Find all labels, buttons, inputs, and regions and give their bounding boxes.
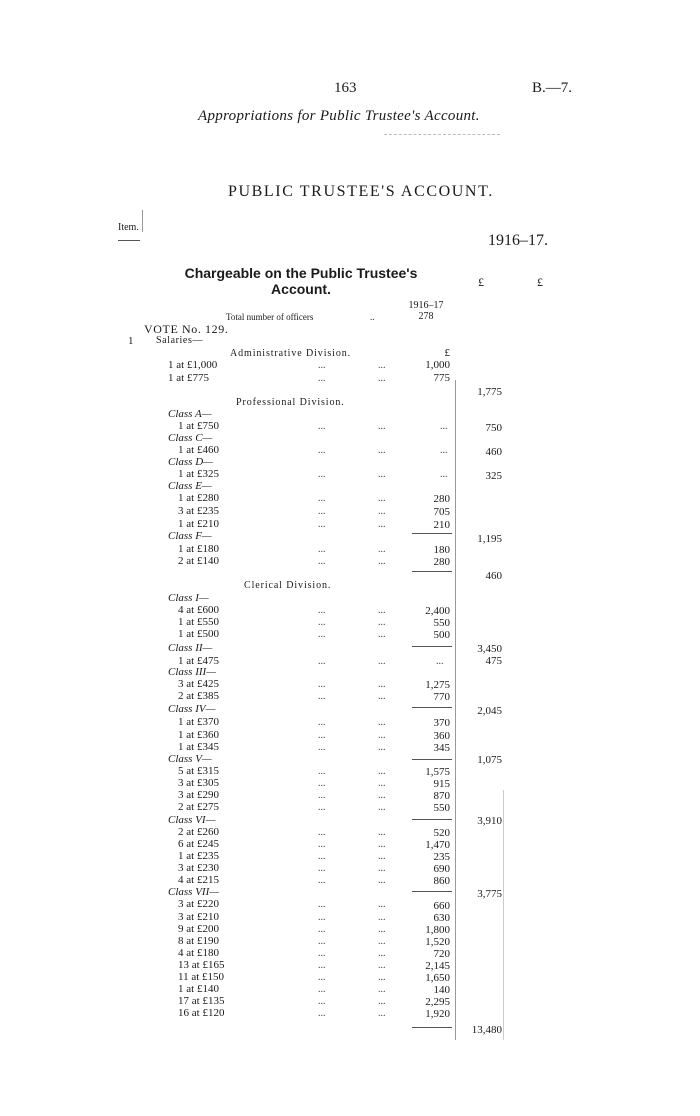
leader-dots: ... <box>378 469 386 480</box>
leader-dots: ... <box>378 445 386 456</box>
division-heading: Professional Division. <box>236 397 345 408</box>
leader-dots: ... <box>318 851 326 862</box>
leader-dots: ... <box>378 556 386 567</box>
leader-dots: ... <box>318 790 326 801</box>
leader-dots: ... <box>378 960 386 971</box>
line-amount: 720 <box>433 948 450 960</box>
leader-dots: ... <box>378 656 386 667</box>
class-heading: Class D— <box>168 456 213 468</box>
leader-dots: ... <box>318 984 326 995</box>
line-label: 11 at £150 <box>178 971 225 983</box>
class-total: 3,450 <box>477 643 502 655</box>
column-rule <box>503 790 504 1040</box>
class-heading: Class II— <box>168 642 213 654</box>
sum-rule <box>412 533 452 534</box>
leader-dots: ... <box>378 544 386 555</box>
class-total: 1,075 <box>477 754 502 766</box>
sum-rule <box>412 819 452 820</box>
line-label: 1 at £210 <box>178 518 219 530</box>
line-label: 9 at £200 <box>178 923 219 935</box>
line-amount: 630 <box>433 912 450 924</box>
line-amount: 550 <box>433 617 450 629</box>
line-amount: 550 <box>433 802 450 814</box>
currency-symbol: £ <box>537 275 543 289</box>
line-amount: 280 <box>433 556 450 568</box>
divider <box>384 134 500 135</box>
line-label: 1 at £360 <box>178 729 219 741</box>
line-amount: 860 <box>433 875 450 887</box>
class-total: 460 <box>485 570 502 582</box>
line-label: 4 at £215 <box>178 874 219 886</box>
leader-dots: ... <box>378 617 386 628</box>
currency-symbol: £ <box>444 347 450 359</box>
leader-dots: ... <box>318 899 326 910</box>
column-rule <box>455 380 456 1040</box>
leader-dots: ... <box>378 730 386 741</box>
leader-dots: ... <box>318 912 326 923</box>
line-label: 4 at £180 <box>178 947 219 959</box>
class-heading: Class E— <box>168 480 212 492</box>
item-number: 1 <box>128 335 134 347</box>
line-amount: 705 <box>433 506 450 518</box>
leader-dots: ... <box>378 924 386 935</box>
line-amount: 690 <box>433 863 450 875</box>
leader-dots: ... <box>378 851 386 862</box>
division-heading: Clerical Division. <box>244 580 332 591</box>
leader-dots: ... <box>378 519 386 530</box>
line-amount: 1,800 <box>425 924 450 936</box>
line-label: 3 at £210 <box>178 911 219 923</box>
line-amount: 1,650 <box>425 972 450 984</box>
leader-dots: ... <box>378 717 386 728</box>
leader-dots: ... <box>378 996 386 1007</box>
leader-dots: ... <box>318 493 326 504</box>
leader-dots: ... <box>318 519 326 530</box>
line-label: 17 at £135 <box>178 995 225 1007</box>
line-label: 1 at £280 <box>178 492 219 504</box>
line-amount: 1,575 <box>425 766 450 778</box>
vote-number: VOTE No. 129. <box>144 322 229 336</box>
leader-dots: ... <box>318 421 326 432</box>
currency-symbol: £ <box>478 275 484 289</box>
leader-dots: ... <box>318 506 326 517</box>
leader-dots: ... <box>318 766 326 777</box>
leader-dots: ... <box>318 629 326 640</box>
leader-dots: ... <box>318 839 326 850</box>
leader-dots: ... <box>318 948 326 959</box>
line-amount: 1,275 <box>425 679 450 691</box>
leader-dots: ... <box>318 778 326 789</box>
leader-dots: ... <box>318 730 326 741</box>
leader-dots: ... <box>378 875 386 886</box>
line-label: 2 at £385 <box>178 690 219 702</box>
sum-rule <box>412 1027 452 1028</box>
line-amount: 1,520 <box>425 936 450 948</box>
class-heading: Class V— <box>168 753 212 765</box>
class-total: 3,775 <box>477 888 502 900</box>
running-subtitle: Appropriations for Public Trustee's Account. <box>198 108 480 124</box>
line-amount: 140 <box>433 984 450 996</box>
year-label: 1916–17 <box>408 300 444 311</box>
leader-dots: ... <box>318 469 326 480</box>
line-amount: 235 <box>433 851 450 863</box>
leader-dots: ... <box>378 1008 386 1019</box>
leader-dots: ... <box>378 936 386 947</box>
division-total: 1,775 <box>477 386 502 398</box>
class-total: 475 <box>485 655 502 667</box>
line-label: 1 at £475 <box>178 655 219 667</box>
line-label: 4 at £600 <box>178 604 219 616</box>
line-amount: 2,145 <box>425 960 450 972</box>
line-amount: 500 <box>433 629 450 641</box>
salaries-heading: Salaries— <box>156 335 204 346</box>
class-heading: Class I— <box>168 592 209 604</box>
leader-dots: ... <box>440 469 448 480</box>
leader-dots: ... <box>318 1008 326 1019</box>
sum-rule <box>412 646 452 647</box>
leader-dots: ... <box>378 605 386 616</box>
leader-dots: ... <box>318 717 326 728</box>
leader-dots: ... <box>318 544 326 555</box>
class-heading: Class III— <box>168 666 216 678</box>
leader-dots: ... <box>318 960 326 971</box>
line-amount: 660 <box>433 900 450 912</box>
line-label: 1 at £550 <box>178 616 219 628</box>
line-label: 3 at £305 <box>178 777 219 789</box>
line-amount: 1,920 <box>425 1008 450 1020</box>
divider <box>118 240 140 241</box>
leader-dots: ... <box>318 863 326 874</box>
line-label: 8 at £190 <box>178 935 219 947</box>
class-heading: Class IV— <box>168 703 216 715</box>
leader-dots: ... <box>378 827 386 838</box>
line-label: 6 at £245 <box>178 838 219 850</box>
line-amount: 370 <box>433 717 450 729</box>
leader-dots: ... <box>378 679 386 690</box>
class-total: 750 <box>485 422 502 434</box>
leader-dots: ... <box>378 984 386 995</box>
leader-dots: ... <box>378 972 386 983</box>
line-label: 1 at £180 <box>178 543 219 555</box>
class-heading: Class C— <box>168 432 213 444</box>
leader-dots: ... <box>318 679 326 690</box>
page-number: 163 <box>334 80 357 96</box>
class-total: 13,480 <box>471 1024 502 1036</box>
line-label: 2 at £260 <box>178 826 219 838</box>
line-label: 16 at £120 <box>178 1007 225 1019</box>
line-label: 1 at £140 <box>178 983 219 995</box>
leader-dots: ... <box>378 802 386 813</box>
leader-dots: ... <box>318 691 326 702</box>
leader-dots: ... <box>378 839 386 850</box>
leader-dots: ... <box>378 691 386 702</box>
leader-dots: ... <box>318 360 326 371</box>
leader-dots: ... <box>378 493 386 504</box>
page-title: PUBLIC TRUSTEE'S ACCOUNT. <box>228 183 494 200</box>
leader-dots: ... <box>378 790 386 801</box>
leader-dots: ... <box>378 863 386 874</box>
leader-dots: ... <box>378 899 386 910</box>
leader-dots: .. <box>370 312 375 322</box>
line-amount: 520 <box>433 827 450 839</box>
line-label: 1 at £775 <box>168 372 209 384</box>
line-amount: 210 <box>433 519 450 531</box>
sum-rule <box>412 571 452 572</box>
class-heading: Class VII— <box>168 886 220 898</box>
column-rule <box>142 210 143 232</box>
line-label: 3 at £425 <box>178 678 219 690</box>
leader-dots: ... <box>378 742 386 753</box>
leader-dots: ... <box>318 972 326 983</box>
total-officers-label: Total number of officers <box>226 312 314 322</box>
sum-rule <box>412 707 452 708</box>
class-heading: Class A— <box>168 408 212 420</box>
leader-dots: ... <box>378 506 386 517</box>
line-label: 1 at £1,000 <box>168 359 218 371</box>
leader-dots: ... <box>318 924 326 935</box>
line-label: 5 at £315 <box>178 765 219 777</box>
line-label: 1 at £500 <box>178 628 219 640</box>
line-label: 3 at £220 <box>178 898 219 910</box>
leader-dots: ... <box>378 421 386 432</box>
sum-rule <box>412 891 452 892</box>
line-amount: 775 <box>433 372 450 384</box>
line-amount: 870 <box>433 790 450 802</box>
leader-dots: ... <box>440 445 448 456</box>
leader-dots: ... <box>378 766 386 777</box>
leader-dots: ... <box>318 827 326 838</box>
line-amount: 770 <box>433 691 450 703</box>
line-label: 3 at £235 <box>178 505 219 517</box>
line-amount: 345 <box>433 742 450 754</box>
line-amount: 2,400 <box>425 605 450 617</box>
item-column-label: Item. <box>118 222 139 233</box>
leader-dots: ... <box>378 912 386 923</box>
leader-dots: ... <box>318 617 326 628</box>
line-amount: 360 <box>433 730 450 742</box>
leader-dots: ... <box>378 629 386 640</box>
leader-dots: ... <box>378 778 386 789</box>
chargeable-heading: Chargeable on the Public Trustee's Account. <box>184 265 418 297</box>
line-label: 1 at £345 <box>178 741 219 753</box>
leader-dots: ... <box>378 360 386 371</box>
sum-rule <box>412 759 452 760</box>
line-amount: 2,295 <box>425 996 450 1008</box>
leader-dots: ... <box>378 948 386 959</box>
line-amount: 180 <box>433 544 450 556</box>
leader-dots: ... <box>318 936 326 947</box>
leader-dots: ... <box>318 875 326 886</box>
class-total: 3,910 <box>477 815 502 827</box>
class-total: 1,195 <box>477 533 502 545</box>
line-amount: 915 <box>433 778 450 790</box>
leader-dots: ... <box>378 373 386 384</box>
line-amount: 1,470 <box>425 839 450 851</box>
line-amount: 1,000 <box>425 359 450 371</box>
class-heading: Class F— <box>168 530 212 542</box>
line-label: 1 at £460 <box>178 444 219 456</box>
class-total: 325 <box>485 470 502 482</box>
leader-dots: ... <box>318 373 326 384</box>
class-total: 460 <box>485 446 502 458</box>
leader-dots: ... <box>440 421 448 432</box>
class-heading: Class VI— <box>168 814 216 826</box>
line-label: 2 at £140 <box>178 555 219 567</box>
total-officers-value: 278 <box>418 311 434 322</box>
leader-dots: ... <box>318 605 326 616</box>
leader-dots: ... <box>318 445 326 456</box>
line-label: 1 at £325 <box>178 468 219 480</box>
leader-dots: ... <box>318 556 326 567</box>
line-label: 3 at £290 <box>178 789 219 801</box>
leader-dots: ... <box>318 802 326 813</box>
line-label: 1 at £750 <box>178 420 219 432</box>
line-label: 3 at £230 <box>178 862 219 874</box>
line-label: 1 at £370 <box>178 716 219 728</box>
leader-dots: ... <box>318 996 326 1007</box>
line-amount: 280 <box>433 493 450 505</box>
leader-dots: ... <box>318 742 326 753</box>
division-heading: Administrative Division. <box>230 348 352 359</box>
line-label: 1 at £235 <box>178 850 219 862</box>
financial-year: 1916–17. <box>488 232 548 249</box>
line-label: 2 at £275 <box>178 801 219 813</box>
document-reference: B.—7. <box>532 80 573 96</box>
leader-dots: ... <box>318 656 326 667</box>
class-total: 2,045 <box>477 705 502 717</box>
leader-dots: ... <box>436 656 444 667</box>
line-label: 13 at £165 <box>178 959 225 971</box>
